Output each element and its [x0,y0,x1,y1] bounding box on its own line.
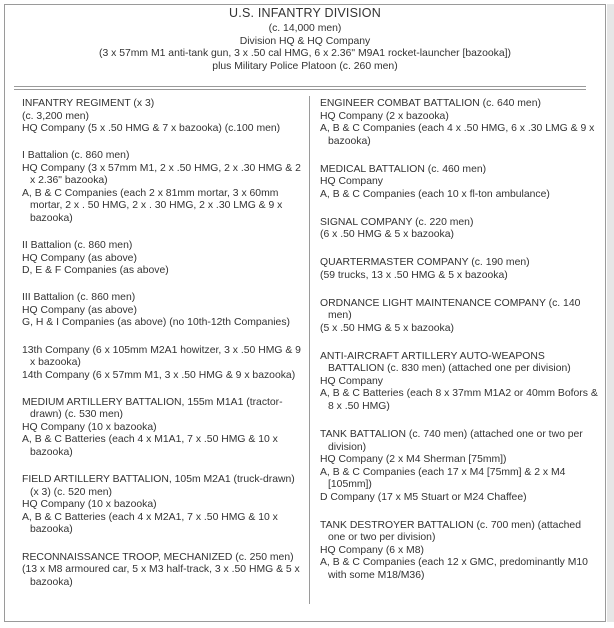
unit-heading: 13th Company (6 x 105mm M2A1 howitzer, 3 x .50 HMG & 9 x bazooka) [22,344,301,369]
unit-line: (6 x .50 HMG & 5 x bazooka) [320,229,454,241]
right-column [320,98,600,598]
unit-line: HQ Company (2 x bazooka) [320,110,449,122]
unit-line: A, B & C Companies (each 2 x 81mm mortar, 3 x 60mm mortar, 2 x . 50 HMG, 2 x . 30 HMG, 2 x .30 LMG & 9 x bazooka) [22,187,283,224]
scrollbar-track[interactable] [607,4,614,622]
unit-heading: TANK DESTROYER BATTALION (c. 700 men) (attached one or two per division) [320,519,581,544]
unit-line: D, E & F Companies (as above) [22,265,169,277]
left-column [22,98,306,604]
unit-block [320,217,600,242]
unit-line: (c. 3,200 men) [22,110,89,122]
header-line: (3 x 57mm M1 anti-tank gun, 3 x .50 cal HMG, 6 x 2.36" M9A1 rocket-launcher [bazooka]) [99,48,511,59]
unit-heading: MEDIUM ARTILLERY BATTALION, 155m M1A1 (tractor-drawn) (c. 530 men) [22,396,283,421]
unit-heading: QUARTERMASTER COMPANY (c. 190 men) [320,257,530,269]
unit-line: (5 x .50 HMG & 5 x bazooka) [320,322,454,334]
unit-block [22,397,306,460]
unit-line: A, B & C Batteries (each 4 x M2A1, 7 x .50 HMG & 10 x bazooka) [22,511,278,536]
unit-block [320,351,600,414]
unit-line: A, B & C Companies (each 10 x fl-ton ambulance) [320,188,550,200]
unit-line: HQ Company (as above) [22,252,137,264]
unit-block [320,98,600,148]
unit-block [22,98,306,136]
unit-heading: SIGNAL COMPANY (c. 220 men) [320,216,474,228]
unit-block [320,164,600,202]
unit-line: (59 trucks, 13 x .50 HMG & 5 x bazooka) [320,269,508,281]
unit-line: A, B & C Companies (each 12 x GMC, predominantly M10 with some M18/M36) [320,557,588,581]
unit-line: HQ Company [320,176,383,188]
unit-block [320,298,600,336]
unit-line: G, H & I Companies (as above) (no 10th-12th Companies) [22,317,290,329]
unit-line: HQ Company (6 x M8) [320,544,424,556]
unit-heading: ORDNANCE LIGHT MAINTENANCE COMPANY (c. 140 men) [320,297,581,322]
unit-line: A, B & C Companies (each 4 x .50 HMG, 6 x .30 LMG & 9 x bazooka) [320,123,595,147]
unit-heading: INFANTRY REGIMENT (x 3) [22,98,155,109]
unit-line: (13 x M8 armoured car, 5 x M3 half-track, 3 x .50 HMG & 5 x bazooka) [22,564,300,588]
unit-block [22,474,306,537]
header-line: Division HQ & HQ Company [239,35,371,47]
unit-line: HQ Company (5 x .50 HMG & 7 x bazooka) (c.100 men) [22,123,281,134]
unit-line: A, B & C Batteries (each 4 x M1A1, 7 x .50 HMG & 10 x bazooka) [22,434,278,458]
header-divider [14,89,586,90]
unit-line: D Company (17 x M5 Stuart or M24 Chaffee) [320,491,527,503]
unit-line: HQ Company (10 x bazooka) [22,499,157,511]
unit-heading: III Battalion (c. 860 men) [22,292,136,304]
unit-block [22,292,306,330]
unit-heading: FIELD ARTILLERY BATTALION, 105m M2A1 (truck-drawn) (x 3) (c. 520 men) [22,474,295,498]
unit-block [22,552,306,590]
header-divider [14,86,586,87]
header-line: plus Military Police Platoon (c. 260 men) [212,60,398,72]
unit-block [320,520,600,583]
unit-heading: MEDICAL BATTALION (c. 460 men) [320,163,487,175]
unit-block [22,150,306,225]
unit-line: A, B & C Companies (each 17 x M4 [75mm] & 2 x M4 [105mm]) [320,466,566,491]
column-divider [309,96,310,604]
unit-block [22,240,306,278]
unit-heading: TANK BATTALION (c. 740 men) (attached one or two per division) [320,429,583,453]
unit-heading: RECONNAISSANCE TROOP, MECHANIZED (c. 250 men) [22,551,294,563]
unit-line: 14th Company (6 x 57mm M1, 3 x .50 HMG & 9 x bazooka) [22,369,296,381]
unit-block [320,429,600,504]
unit-line: HQ Company (as above) [22,304,137,316]
document-header [4,6,606,73]
unit-line: HQ Company (3 x 57mm M1, 2 x .50 HMG, 2 x .30 HMG & 2 x 2.36" bazooka) [22,162,301,187]
unit-heading: ENGINEER COMBAT BATTALION (c. 640 men) [320,98,541,109]
unit-line: HQ Company [320,375,383,387]
unit-line: A, B & C Batteries (each 8 x 37mm M1A2 or 40mm Bofors & 8 x .50 HMG) [320,388,598,412]
unit-line: HQ Company (2 x M4 Sherman [75mm]) [320,454,507,466]
unit-heading: II Battalion (c. 860 men) [22,240,133,252]
unit-block [320,257,600,282]
page-title: U.S. INFANTRY DIVISION [229,6,381,20]
unit-heading: ANTI-AIRCRAFT ARTILLERY AUTO-WEAPONS BATTALION (c. 830 men) (attached one per division) [320,350,571,375]
unit-line: HQ Company (10 x bazooka) [22,421,157,433]
unit-heading: I Battalion (c. 860 men) [22,150,130,162]
unit-block [22,345,306,383]
header-line: (c. 14,000 men) [268,23,342,34]
